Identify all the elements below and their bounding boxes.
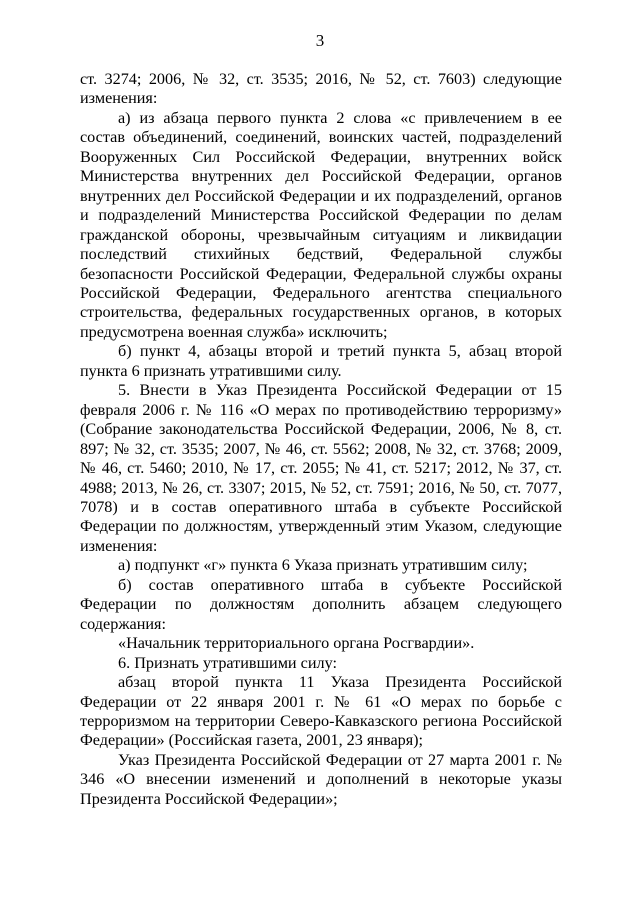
paragraph-point-5-item-a: а) подпункт «г» пункта 6 Указа признать утратившим силу; — [118, 556, 528, 575]
paragraph-quote: «Начальник территориального органа Росгвардии». — [118, 634, 475, 653]
paragraph-continuation: ст. 3274; 2006, № 32, ст. 3535; 2016, № 52, ст. 7603) следующие изменения: — [80, 70, 562, 108]
paragraph-point-5: 5. Внести в Указ Президента Российской Федерации от 15 февраля 2006 г. № 116 «О мерах по противодействию терроризму» (Собрание законодательства Российской Федерации, 2006, № 8, ст. 897; № 32, ст. 3535; 2007, № 46, ст. 5562; 2008, № 32, ст. 3768; 2009, № 46, ст. 5460; 2010, № 17, ст. 2055; № 41, ст. 5217; 2012, № 37, ст. 4988; 2013, № 26, ст. 3307; 2015, № 52, ст. 7591; 2016, № 50, ст. 7077, 7078) и в состав оперативного штаба в субъекте Российской Федерации по должностям, утвержденный этим Указом, следующие изменения: — [80, 381, 562, 555]
document-body — [80, 70, 562, 809]
paragraph-item-a: а) из абзаца первого пункта 2 слова «с привлечением в ее состав объединений, соединений, воинских частей, подразделений Вооруженных Сил Российской Федерации, внутренних войск Министерства внутренних дел Российской Федерации, органов внутренних дел Российской Федерации и их подразделений, органов и подразделений Министерства Российской Федерации по делам гражданской обороны, чрезвычайным ситуациям и ликвидации последствий стихийных бедствий, Федеральной службы безопасности Российской Федерации, Федеральной службы охраны Российской Федерации, Федерального агентства специального строительства, федеральных государственных органов, в которых предусмотрена военная служба» исключить; — [80, 108, 562, 341]
paragraph-point-6-item-2: Указ Президента Российской Федерации от 27 марта 2001 г. № 346 «О внесении изменений и дополнений в некоторые указы Президента Российской Федерации»; — [80, 750, 562, 808]
page-number: 3 — [315, 31, 325, 50]
paragraph-point-6: 6. Признать утратившими силу: — [118, 653, 337, 672]
paragraph-point-5-item-b: б) состав оперативного штаба в субъекте Российской Федерации по должностям дополнить абзацем следующего содержания: — [80, 575, 562, 633]
paragraph-point-6-item-1: абзац второй пункта 11 Указа Президента Российской Федерации от 22 января 2001 г. № 61 «О мерах по борьбе с терроризмом на территории Северо-Кавказского региона Российской Федерации» (Российская газета, 2001, 23 января); — [80, 673, 562, 750]
paragraph-item-b: б) пункт 4, абзацы второй и третий пункта 5, абзац второй пункта 6 признать утратившими силу. — [80, 342, 562, 380]
